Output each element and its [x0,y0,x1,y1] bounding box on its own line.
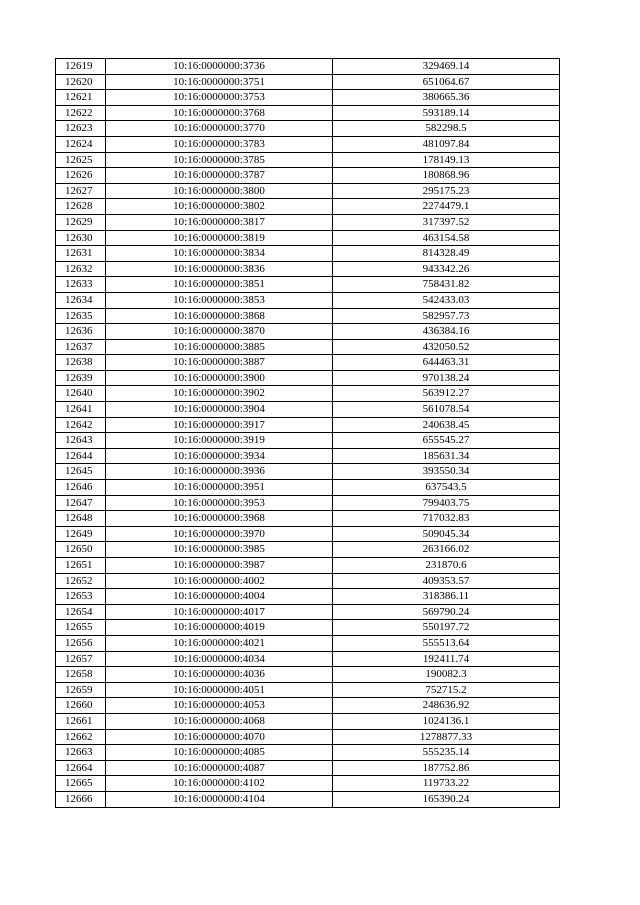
table-row [56,729,560,745]
value-cell: 178149.13 [333,152,560,168]
value-cell: 569790.24 [333,604,560,620]
cadastral-number-cell: 10:16:0000000:4104 [106,791,333,807]
row-number-cell: 12660 [56,698,106,714]
table-row [56,526,560,542]
row-number-cell: 12632 [56,261,106,277]
value-cell: 119733.22 [333,776,560,792]
cadastral-number-cell: 10:16:0000000:3904 [106,402,333,418]
cadastral-number-cell: 10:16:0000000:4085 [106,745,333,761]
table-row [56,698,560,714]
row-number-cell: 12666 [56,791,106,807]
cadastral-number-cell: 10:16:0000000:3817 [106,214,333,230]
table-row [56,230,560,246]
cadastral-number-cell: 10:16:0000000:4036 [106,667,333,683]
cadastral-number-cell: 10:16:0000000:3987 [106,558,333,574]
cadastral-number-cell: 10:16:0000000:3970 [106,526,333,542]
cadastral-number-cell: 10:16:0000000:3951 [106,480,333,496]
table-row [56,573,560,589]
cadastral-number-cell: 10:16:0000000:3868 [106,308,333,324]
row-number-cell: 12633 [56,277,106,293]
value-cell: 1278877.33 [333,729,560,745]
cadastral-number-cell: 10:16:0000000:3736 [106,59,333,75]
table-row [56,136,560,152]
cadastral-number-cell: 10:16:0000000:3819 [106,230,333,246]
value-cell: 582957.73 [333,308,560,324]
table-row [56,121,560,137]
row-number-cell: 12645 [56,464,106,480]
table-row [56,292,560,308]
table-row [56,339,560,355]
cadastral-number-cell: 10:16:0000000:4002 [106,573,333,589]
value-cell: 165390.24 [333,791,560,807]
cadastral-number-cell: 10:16:0000000:3770 [106,121,333,137]
data-table [55,58,560,808]
value-cell: 409353.57 [333,573,560,589]
row-number-cell: 12628 [56,199,106,215]
table-row [56,495,560,511]
row-number-cell: 12624 [56,136,106,152]
value-cell: 637543.5 [333,480,560,496]
table-row [56,542,560,558]
row-number-cell: 12639 [56,370,106,386]
value-cell: 190082.3 [333,667,560,683]
cadastral-number-cell: 10:16:0000000:3785 [106,152,333,168]
table-row [56,558,560,574]
value-cell: 542433.03 [333,292,560,308]
value-cell: 180868.96 [333,168,560,184]
row-number-cell: 12635 [56,308,106,324]
value-cell: 561078.54 [333,402,560,418]
value-cell: 432050.52 [333,339,560,355]
cadastral-number-cell: 10:16:0000000:3768 [106,105,333,121]
value-cell: 185631.34 [333,448,560,464]
value-cell: 231870.6 [333,558,560,574]
table-row [56,464,560,480]
table-row [56,682,560,698]
cadastral-number-cell: 10:16:0000000:3902 [106,386,333,402]
value-cell: 380665.36 [333,90,560,106]
value-cell: 752715.2 [333,682,560,698]
row-number-cell: 12653 [56,589,106,605]
value-cell: 240638.45 [333,417,560,433]
value-cell: 555235.14 [333,745,560,761]
row-number-cell: 12649 [56,526,106,542]
row-number-cell: 12656 [56,635,106,651]
table-row [56,433,560,449]
cadastral-number-cell: 10:16:0000000:3968 [106,511,333,527]
value-cell: 943342.26 [333,261,560,277]
table-row [56,620,560,636]
value-cell: 295175.23 [333,183,560,199]
row-number-cell: 12629 [56,214,106,230]
table-row [56,713,560,729]
cadastral-number-cell: 10:16:0000000:3800 [106,183,333,199]
row-number-cell: 12647 [56,495,106,511]
row-number-cell: 12662 [56,729,106,745]
value-cell: 393550.34 [333,464,560,480]
table-row [56,183,560,199]
row-number-cell: 12638 [56,355,106,371]
value-cell: 655545.27 [333,433,560,449]
table-row [56,152,560,168]
cadastral-number-cell: 10:16:0000000:3802 [106,199,333,215]
cadastral-number-cell: 10:16:0000000:4019 [106,620,333,636]
value-cell: 758431.82 [333,277,560,293]
value-cell: 187752.86 [333,760,560,776]
row-number-cell: 12646 [56,480,106,496]
cadastral-number-cell: 10:16:0000000:4068 [106,713,333,729]
value-cell: 1024136.1 [333,713,560,729]
row-number-cell: 12631 [56,246,106,262]
cadastral-number-cell: 10:16:0000000:3887 [106,355,333,371]
cadastral-number-cell: 10:16:0000000:3836 [106,261,333,277]
row-number-cell: 12659 [56,682,106,698]
row-number-cell: 12634 [56,292,106,308]
row-number-cell: 12641 [56,402,106,418]
row-number-cell: 12627 [56,183,106,199]
row-number-cell: 12661 [56,713,106,729]
cadastral-number-cell: 10:16:0000000:3936 [106,464,333,480]
value-cell: 192411.74 [333,651,560,667]
cadastral-number-cell: 10:16:0000000:3753 [106,90,333,106]
row-number-cell: 12644 [56,448,106,464]
row-number-cell: 12636 [56,324,106,340]
table-row [56,417,560,433]
value-cell: 717032.83 [333,511,560,527]
table-row [56,355,560,371]
row-number-cell: 12651 [56,558,106,574]
cadastral-number-cell: 10:16:0000000:4051 [106,682,333,698]
table-row [56,168,560,184]
value-cell: 317397.52 [333,214,560,230]
row-number-cell: 12626 [56,168,106,184]
table-row [56,386,560,402]
value-cell: 644463.31 [333,355,560,371]
row-number-cell: 12665 [56,776,106,792]
cadastral-number-cell: 10:16:0000000:3953 [106,495,333,511]
row-number-cell: 12658 [56,667,106,683]
cadastral-number-cell: 10:16:0000000:4102 [106,776,333,792]
table-row [56,277,560,293]
row-number-cell: 12657 [56,651,106,667]
table-row [56,74,560,90]
row-number-cell: 12643 [56,433,106,449]
table-row [56,480,560,496]
row-number-cell: 12654 [56,604,106,620]
cadastral-number-cell: 10:16:0000000:4004 [106,589,333,605]
cadastral-number-cell: 10:16:0000000:3870 [106,324,333,340]
cadastral-number-cell: 10:16:0000000:4053 [106,698,333,714]
table-row [56,370,560,386]
value-cell: 593189.14 [333,105,560,121]
cadastral-number-cell: 10:16:0000000:3919 [106,433,333,449]
value-cell: 970138.24 [333,370,560,386]
cadastral-number-cell: 10:16:0000000:3783 [106,136,333,152]
table-row [56,402,560,418]
row-number-cell: 12625 [56,152,106,168]
table-row [56,760,560,776]
cadastral-number-cell: 10:16:0000000:3985 [106,542,333,558]
table-row [56,261,560,277]
row-number-cell: 12650 [56,542,106,558]
table-row [56,604,560,620]
cadastral-number-cell: 10:16:0000000:4017 [106,604,333,620]
table-row [56,105,560,121]
row-number-cell: 12640 [56,386,106,402]
value-cell: 481097.84 [333,136,560,152]
row-number-cell: 12648 [56,511,106,527]
cadastral-number-cell: 10:16:0000000:3917 [106,417,333,433]
table-row [56,59,560,75]
cadastral-number-cell: 10:16:0000000:4070 [106,729,333,745]
table-row [56,308,560,324]
value-cell: 651064.67 [333,74,560,90]
row-number-cell: 12642 [56,417,106,433]
cadastral-number-cell: 10:16:0000000:4034 [106,651,333,667]
table-row [56,90,560,106]
table-row [56,589,560,605]
cadastral-number-cell: 10:16:0000000:3851 [106,277,333,293]
row-number-cell: 12630 [56,230,106,246]
value-cell: 318386.11 [333,589,560,605]
value-cell: 436384.16 [333,324,560,340]
cadastral-number-cell: 10:16:0000000:3934 [106,448,333,464]
value-cell: 563912.27 [333,386,560,402]
value-cell: 550197.72 [333,620,560,636]
table-row [56,214,560,230]
value-cell: 814328.49 [333,246,560,262]
value-cell: 2274479.1 [333,199,560,215]
row-number-cell: 12619 [56,59,106,75]
value-cell: 248636.92 [333,698,560,714]
table-row [56,776,560,792]
row-number-cell: 12637 [56,339,106,355]
table-row [56,324,560,340]
value-cell: 555513.64 [333,635,560,651]
row-number-cell: 12620 [56,74,106,90]
table-row [56,511,560,527]
value-cell: 463154.58 [333,230,560,246]
cadastral-number-cell: 10:16:0000000:4021 [106,635,333,651]
table-row [56,635,560,651]
value-cell: 509045.34 [333,526,560,542]
table-row [56,791,560,807]
row-number-cell: 12664 [56,760,106,776]
cadastral-number-cell: 10:16:0000000:3751 [106,74,333,90]
table-row [56,246,560,262]
table-row [56,651,560,667]
cadastral-number-cell: 10:16:0000000:4087 [106,760,333,776]
row-number-cell: 12655 [56,620,106,636]
value-cell: 799403.75 [333,495,560,511]
table-row [56,745,560,761]
row-number-cell: 12622 [56,105,106,121]
value-cell: 263166.02 [333,542,560,558]
table-body [56,59,560,808]
cadastral-number-cell: 10:16:0000000:3900 [106,370,333,386]
table-row [56,667,560,683]
row-number-cell: 12663 [56,745,106,761]
row-number-cell: 12621 [56,90,106,106]
table-row [56,448,560,464]
cadastral-number-cell: 10:16:0000000:3853 [106,292,333,308]
cadastral-number-cell: 10:16:0000000:3787 [106,168,333,184]
table-row [56,199,560,215]
value-cell: 582298.5 [333,121,560,137]
row-number-cell: 12623 [56,121,106,137]
cadastral-number-cell: 10:16:0000000:3834 [106,246,333,262]
row-number-cell: 12652 [56,573,106,589]
value-cell: 329469.14 [333,59,560,75]
cadastral-number-cell: 10:16:0000000:3885 [106,339,333,355]
